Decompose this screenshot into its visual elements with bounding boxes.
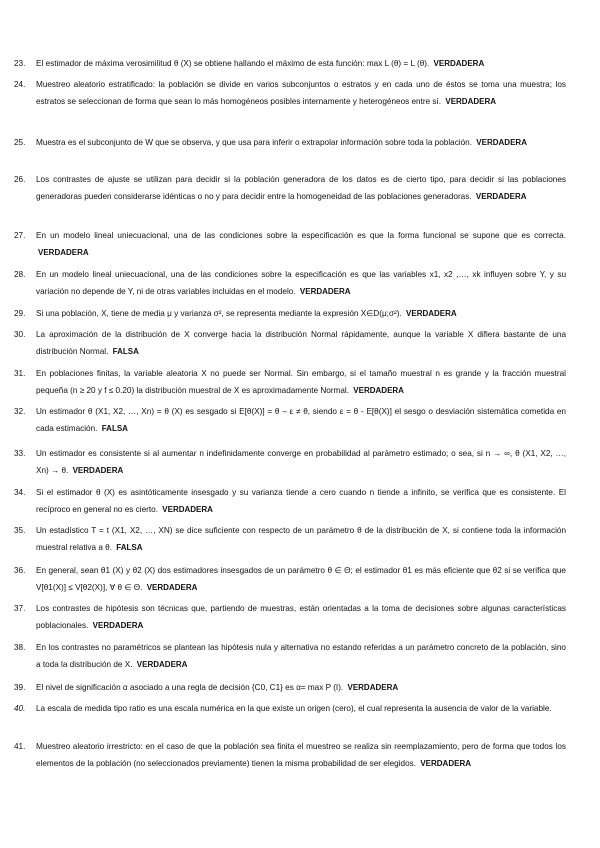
verdict-label: VERDADERA bbox=[476, 138, 527, 147]
verdict-label: FALSA bbox=[116, 543, 143, 553]
question-text bbox=[36, 600, 566, 635]
question-text bbox=[36, 76, 566, 111]
question-number: 32. bbox=[14, 407, 26, 416]
question-number: 23. bbox=[14, 59, 26, 68]
question-number: 38. bbox=[14, 643, 26, 652]
question-text bbox=[36, 55, 566, 72]
verdict-label: VERDADERA bbox=[347, 683, 399, 692]
question-text bbox=[36, 484, 566, 519]
question-number: 25. bbox=[14, 138, 26, 147]
verdict-label: VERDADERA bbox=[146, 583, 198, 593]
question-text bbox=[36, 738, 566, 773]
statement: Un estimador es consistente si al aumentar n indefinidamente converge en probabilidad al parámetro estimado; o sea, si n → ∞, θ (X1, X2, …, Xn) → θ. bbox=[36, 449, 566, 476]
verdict-label: VERDADERA bbox=[299, 287, 351, 297]
question-number: 30. bbox=[14, 330, 26, 339]
question-item bbox=[14, 55, 566, 72]
question-text bbox=[36, 266, 566, 301]
verdict-label: VERDADERA bbox=[433, 59, 485, 68]
question-number: 41. bbox=[14, 742, 26, 751]
question-number: 29. bbox=[14, 309, 26, 318]
question-number: 31. bbox=[14, 369, 26, 378]
statement: Los contrastes de hipótesis son técnicas que, partiendo de muestras, están orientadas a la toma de decisiones sobre algunas características poblacionales. bbox=[36, 604, 566, 631]
verdict-label: VERDADERA bbox=[92, 621, 144, 631]
statement: En un modelo lineal uniecuacional, una de las condiciones sobre la especificación es que la forma funcional se supone que es correcta. bbox=[36, 231, 566, 240]
question-item bbox=[14, 326, 566, 361]
question-item bbox=[14, 679, 566, 696]
verdict-label: VERDADERA bbox=[445, 97, 497, 107]
question-number: 34. bbox=[14, 488, 26, 497]
statement: En un modelo lineal uniecuacional, una de las condiciones sobre la especificación es que las variables x1, x2 ,…, xk influyen sobre Y, y su variación no depende de Y, ni de otras variables incluidas en el modelo. bbox=[36, 270, 566, 297]
question-text bbox=[36, 227, 566, 262]
question-item bbox=[14, 305, 566, 322]
statement: En poblaciones finitas, la variable aleatoria X no puede ser Normal. Sin embargo, si el tamaño muestral n es grande y la fracción muestral pequeña (n ≥ 20 y f ≤ 0.20) la distribución muestral de X es aproximadamente Normal. bbox=[36, 369, 566, 396]
statement: La escala de medida tipo ratio es una escala numérica en la que existe un origen (cero), el cual representa la ausencia de valor de la variable. bbox=[36, 704, 552, 713]
question-number: 33. bbox=[14, 449, 26, 458]
question-number: 37. bbox=[14, 604, 26, 613]
question-text bbox=[36, 445, 566, 480]
statement: En general, sean θ1 (X) y θ2 (X) dos estimadores insesgados de un parámetro θ ∈ Θ; el estimador θ1 es más eficiente que θ2 si se verifica que V[θ1(X)] ≤ V[θ2(X)], ∀ θ ∈ Θ. bbox=[36, 566, 566, 593]
statement: Si una población, X, tiene de media μ y varianza σ², se representa mediante la expresión X∈D(μ;σ²). bbox=[36, 309, 402, 318]
verdict-label: VERDADERA bbox=[72, 466, 124, 476]
question-item bbox=[14, 365, 566, 400]
question-number: 28. bbox=[14, 270, 26, 279]
question-number: 39. bbox=[14, 683, 26, 692]
question-text bbox=[36, 522, 566, 557]
question-item bbox=[14, 76, 566, 111]
question-item bbox=[14, 738, 566, 773]
statement: Un estimador θ (X1, X2, …, Xn) = θ (X) es sesgado si E[θ(X)] = θ – ε ≠ θ, siendo ε = θ - E[θ(X)] el sesgo o desviación sistemática cometida en cada estimación. bbox=[36, 407, 566, 434]
question-item bbox=[14, 403, 566, 438]
question-item bbox=[14, 266, 566, 301]
statement: La aproximación de la distribución de X converge hacia la distribución Normal rápidamente, aunque la variable X difiera bastante de una distribución Normal. bbox=[36, 330, 566, 357]
question-number: 26. bbox=[14, 175, 26, 184]
question-text bbox=[36, 171, 566, 206]
statement: Los contrastes de ajuste se utilizan para decidir si la población generadora de los datos es de cierto tipo, para decidir si las poblaciones generadoras pueden considerarse idénticas o no y para decidir entre la homogeneidad de las poblaciones generadoras. bbox=[36, 175, 566, 202]
question-number: 40. bbox=[14, 704, 26, 713]
question-item bbox=[14, 227, 566, 262]
question-number: 24. bbox=[14, 80, 26, 89]
question-item bbox=[14, 700, 566, 717]
verdict-label: VERDADERA bbox=[475, 192, 527, 202]
verdict-label: VERDADERA bbox=[38, 248, 89, 258]
question-item bbox=[14, 600, 566, 635]
question-item bbox=[14, 522, 566, 557]
question-text bbox=[36, 562, 566, 597]
verdict-label: FALSA bbox=[112, 347, 139, 357]
statement: El estimador de máxima verosimilitud θ (X) se obtiene hallando el máximo de esta función: max L (θ) = L (θ). bbox=[36, 59, 430, 68]
question-item bbox=[14, 484, 566, 519]
statement: Muestra es el subconjunto de W que se observa, y que usa para inferir o extrapolar información sobre toda la población. bbox=[36, 138, 473, 147]
verdict-label: VERDADERA bbox=[406, 309, 457, 318]
verdict-label: VERDADERA bbox=[353, 386, 404, 396]
question-text bbox=[36, 639, 566, 674]
question-text bbox=[36, 365, 566, 400]
question-item bbox=[14, 562, 566, 597]
question-text bbox=[36, 326, 566, 361]
question-item bbox=[14, 134, 566, 151]
question-text bbox=[36, 679, 566, 696]
question-item bbox=[14, 445, 566, 480]
question-number: 35. bbox=[14, 526, 26, 535]
question-text bbox=[36, 305, 566, 322]
statement: Un estadístico T = t (X1, X2, …, XN) se dice suficiente con respecto de un parámetro θ de la distribución de X, si contiene toda la información muestral relativa a θ. bbox=[36, 526, 566, 553]
question-text bbox=[36, 134, 566, 151]
question-text bbox=[36, 403, 566, 438]
question-text bbox=[36, 700, 566, 717]
question-item bbox=[14, 171, 566, 206]
statement: Muestreo aleatorio irrestricto: en el caso de que la población sea finita el muestreo se realiza sin reemplazamiento, pero de forma que todos los elementos de la población (no seleccionados previamente) tienen la misma probabilidad de ser elegidos. bbox=[36, 742, 566, 769]
statement: Si el estimador θ (X) es asintóticamente insesgado y su varianza tiende a cero cuando n tiende a infinito, se verifica que es consistente. El recíproco en general no es cierto. bbox=[36, 488, 566, 515]
verdict-label: VERDADERA bbox=[136, 660, 188, 670]
statement: En los contrastes no paramétricos se plantean las hipótesis nula y alternativa no estando referidas a un parámetro concreto de la población, sino a toda la distribución de X. bbox=[36, 643, 566, 670]
question-item bbox=[14, 639, 566, 674]
verdict-label: FALSA bbox=[101, 424, 128, 434]
question-number: 27. bbox=[14, 231, 26, 240]
question-number: 36. bbox=[14, 566, 26, 575]
verdict-label: VERDADERA bbox=[420, 759, 471, 769]
statement: El nivel de significación α asociado a una regla de decisión {C0, C1} es α= max P (I). bbox=[36, 683, 344, 692]
verdict-label: VERDADERA bbox=[162, 505, 213, 515]
statement: Muestreo aleatorio estratificado: la población se divide en varios subconjuntos o estratos y en cada uno de éstos se toma una muestra; los estratos se seleccionan de forma que sean lo más homogéneos posibles internamente y heterogéneos entre sí. bbox=[36, 80, 566, 107]
